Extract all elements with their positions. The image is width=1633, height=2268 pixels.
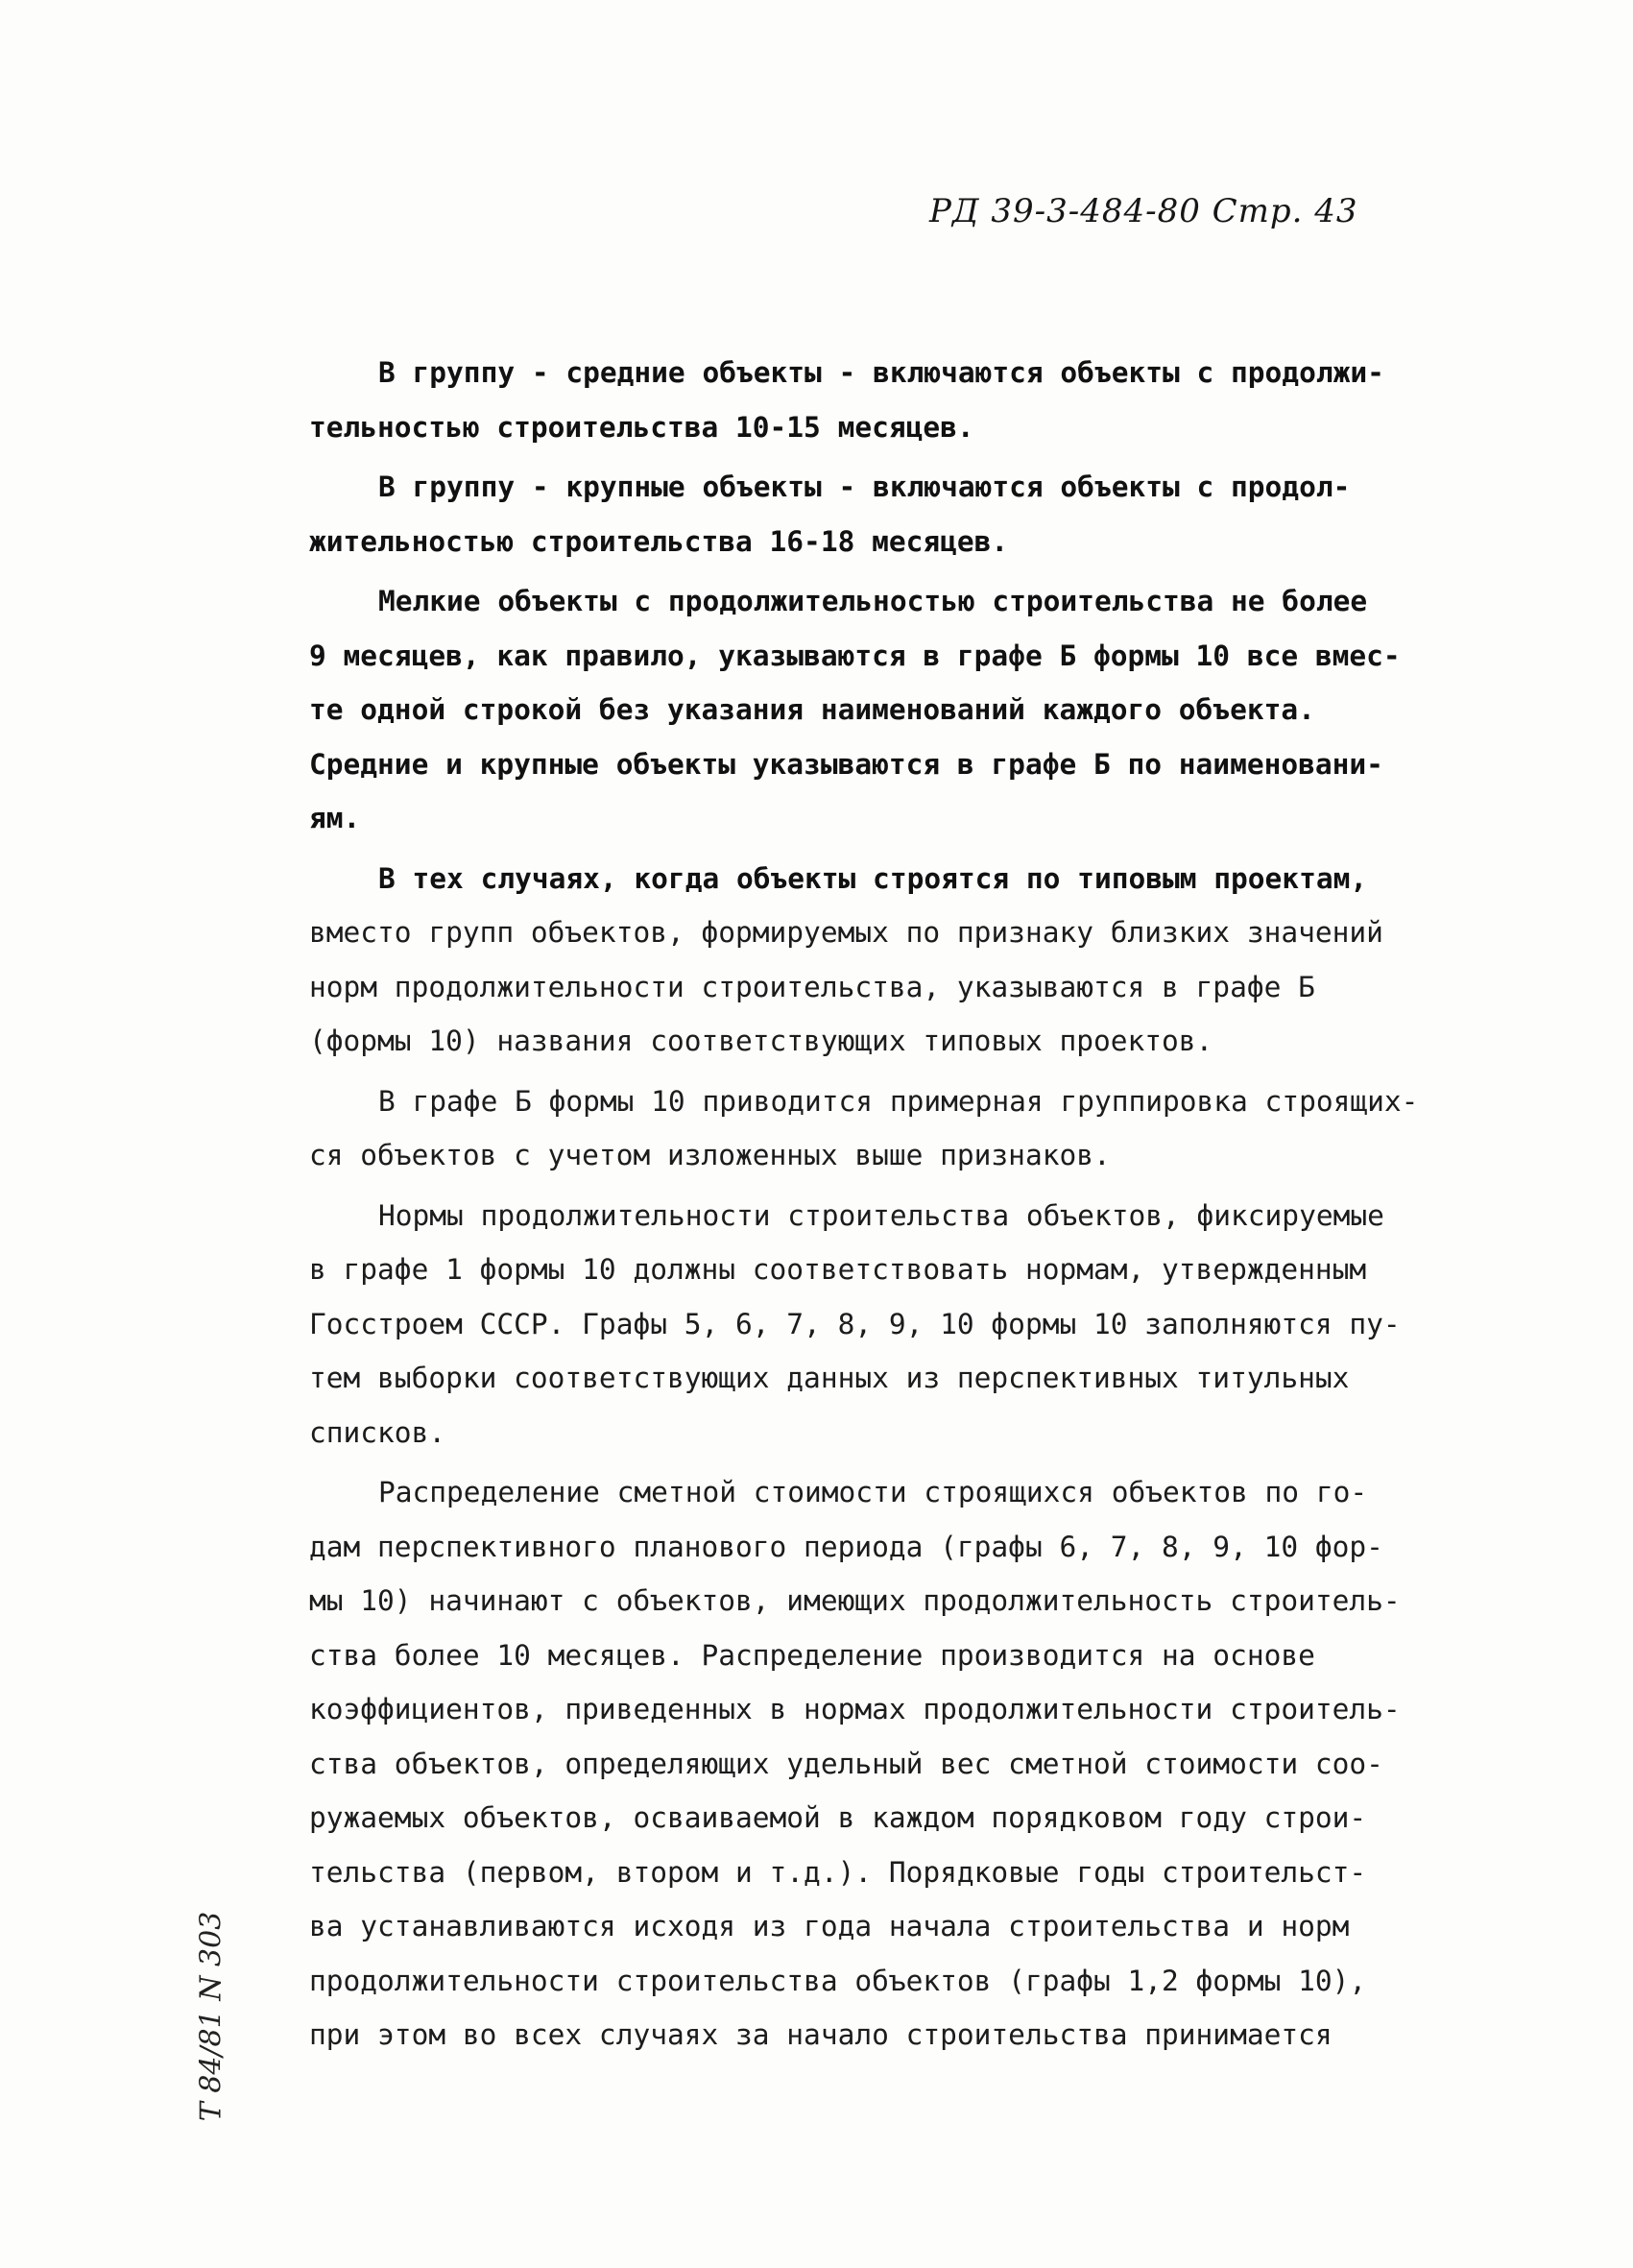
text-line: мы 10) начинают с объектов, имеющих продолжительность строитель-: [309, 1584, 1401, 1617]
text-line: В группу - средние объекты - включаются объекты с продолжи-: [378, 356, 1384, 389]
text-line: ства более 10 месяцев. Распределение производится на основе: [309, 1638, 1315, 1672]
margin-handwritten-note: [154, 1882, 269, 2151]
text-line: ям.: [309, 802, 361, 834]
text-line: В тех случаях, когда объекты строятся по типовым проектам,: [378, 861, 1368, 895]
text-line: ства объектов, определяющих удельный вес сметной стоимости соо-: [309, 1747, 1383, 1780]
text-line: при этом во всех случаях за начало строительства принимается: [309, 2018, 1333, 2051]
text-line: тельностью строительства 10-15 месяцев.: [309, 410, 974, 444]
text-line: Мелкие объекты с продолжительностью строительства не более: [378, 585, 1368, 617]
margin-note-text: Т 84/81 N 303: [194, 1911, 228, 2122]
text-line: Нормы продолжительности строительства объектов, фиксируемые: [378, 1198, 1384, 1232]
text-line: продолжительности строительства объектов (графы 1,2 формы 10),: [309, 1964, 1367, 1997]
text-line: 9 месяцев, как правило, указываются в графе Б формы 10 все вмес-: [309, 639, 1401, 672]
text-line: жительностью строительства 16-18 месяцев.: [309, 524, 1009, 558]
text-line: дам перспективного планового периода (графы 6, 7, 8, 9, 10 фор-: [309, 1530, 1383, 1563]
text-line: (формы 10) названия соответствующих типовых проектов.: [309, 1025, 1213, 1057]
document-reference-header: РД 39-3-484-80 Стр. 43: [929, 192, 1358, 230]
text-line: В графе Б формы 10 приводится примерная группировка строящих-: [378, 1084, 1419, 1118]
text-line: списков.: [309, 1415, 446, 1449]
text-line: норм продолжительности строительства, указываются в графе Б: [309, 970, 1315, 1003]
text-line: Средние и крупные объекты указываются в графе Б по наименовани-: [309, 747, 1383, 781]
text-line: тем выборки соответствующих данных из перспективных титульных: [309, 1362, 1350, 1394]
text-line: те одной строкой без указания наименований каждого объекта.: [309, 693, 1315, 726]
text-line: вместо групп объектов, формируемых по признаку близких значений: [309, 916, 1383, 949]
text-line: Госстроем СССР. Графы 5, 6, 7, 8, 9, 10 формы 10 заполняются пу-: [309, 1307, 1401, 1340]
text-line: тельства (первом, втором и т.д.). Порядковые годы строительст-: [309, 1855, 1367, 1889]
text-line: ся объектов с учетом изложенных выше признаков.: [309, 1139, 1111, 1171]
text-line: В группу - крупные объекты - включаются объекты с продол-: [378, 470, 1351, 503]
text-line: Распределение сметной стоимости строящихся объектов по го-: [378, 1476, 1368, 1508]
body-text: [309, 346, 1419, 2063]
text-line: ва устанавливаются исходя из года начала строительства и норм: [309, 1910, 1350, 1942]
text-line: ружаемых объектов, осваиваемой в каждом порядковом году строи-: [309, 1801, 1367, 1834]
text-line: коэффициентов, приведенных в нормах продолжительности строитель-: [309, 1693, 1401, 1725]
text-line: в графе 1 формы 10 должны соответствовать нормам, утвержденным: [309, 1253, 1367, 1286]
